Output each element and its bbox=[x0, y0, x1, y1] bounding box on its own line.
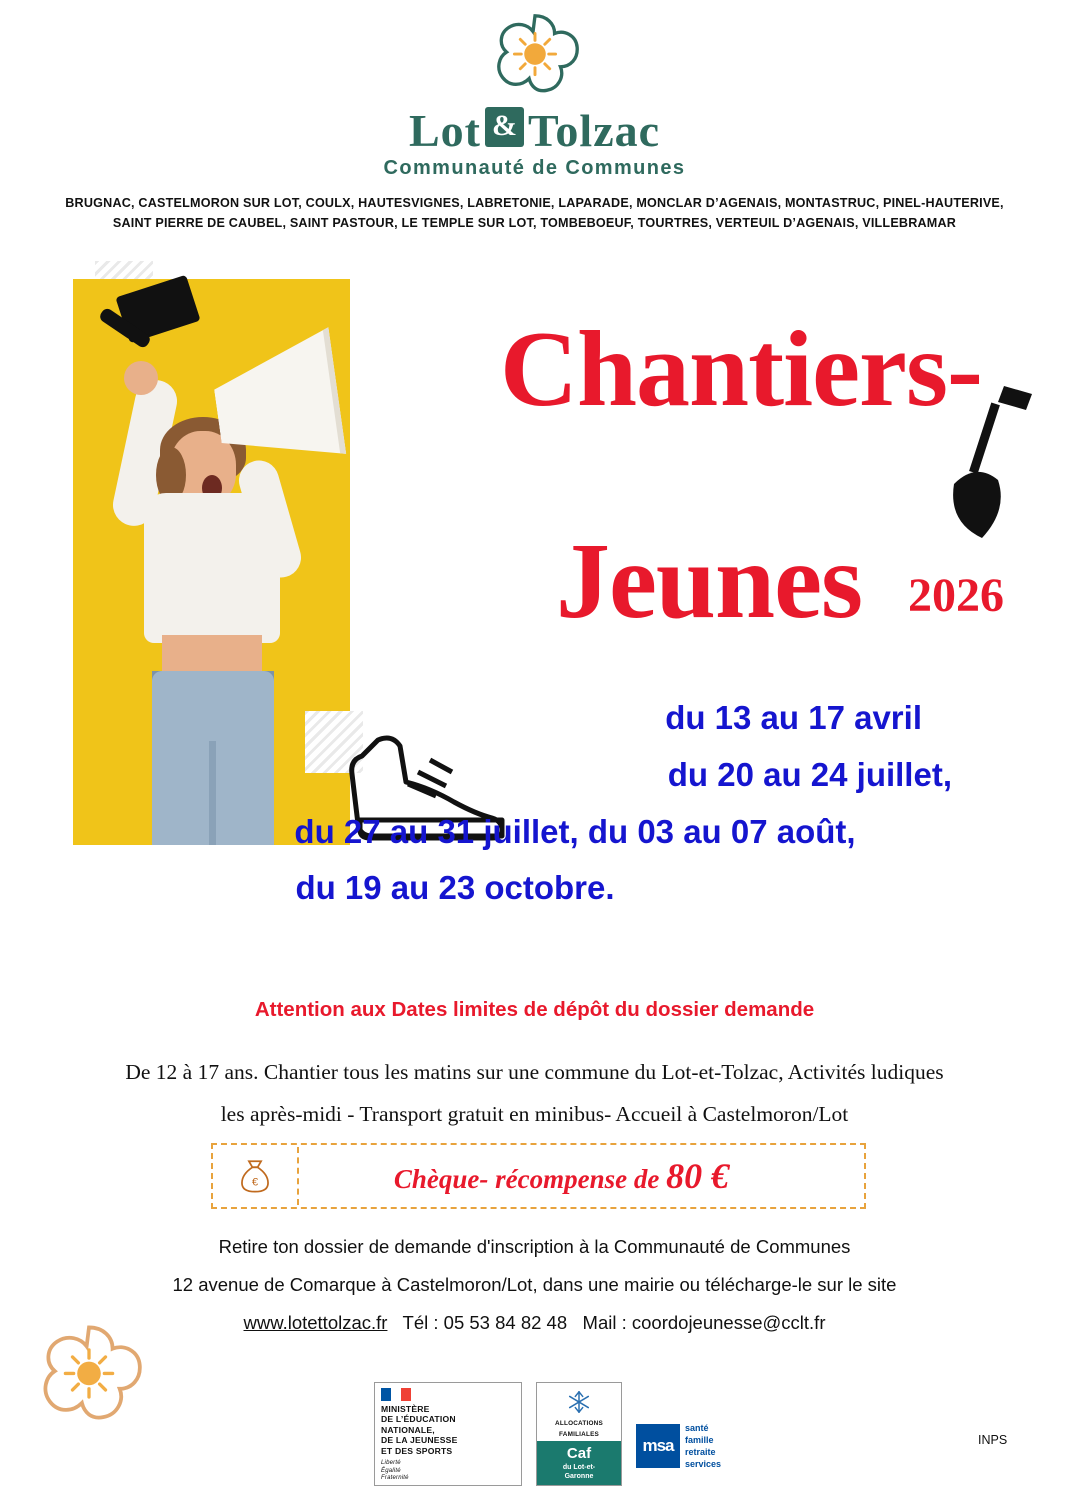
reward-label: Chèque- récompense de bbox=[393, 1164, 660, 1194]
website-link[interactable]: www.lotettolzac.fr bbox=[243, 1311, 388, 1333]
inps-label: INPS bbox=[978, 1433, 1008, 1447]
reward-text bbox=[299, 1155, 864, 1197]
wordmark-lot: Lot bbox=[408, 105, 481, 156]
page-title-line-1: Chantiers- bbox=[500, 310, 982, 429]
money-bag-icon bbox=[213, 1147, 299, 1205]
contact-line-2: 12 avenue de Comarque à Castelmoron/Lot, dans une mairie ou télécharge-le sur le site bbox=[172, 1273, 897, 1295]
program-description-line-1: De 12 à 17 ans. Chantier tous les matins sur une commune du Lot-et-Tolzac, Activités ludiques bbox=[125, 1060, 944, 1084]
program-description bbox=[0, 1052, 1069, 1136]
deadline-warning: Attention aux Dates limites de dépôt du dossier demande bbox=[254, 998, 815, 1021]
caf-logo bbox=[536, 1382, 622, 1486]
flower-logo-icon bbox=[486, 8, 584, 106]
session-date-2: du 20 au 24 juillet, bbox=[667, 755, 952, 793]
paint-roller-icon bbox=[91, 285, 203, 389]
reward-amount: 80 € bbox=[666, 1156, 730, 1196]
session-dates bbox=[160, 690, 990, 917]
wordmark-subtitle: Communauté de Communes bbox=[383, 157, 686, 179]
msa-words bbox=[685, 1422, 721, 1471]
corner-flower-icon bbox=[30, 1318, 148, 1436]
men-line-4: DE LA JEUNESSE bbox=[381, 1435, 458, 1446]
brand-wordmark bbox=[0, 105, 1069, 156]
contact-line-3 bbox=[0, 1304, 1069, 1342]
men-line-5: ET DES SPORTS bbox=[381, 1445, 453, 1456]
men-line-2: DE L’ÉDUCATION bbox=[381, 1414, 456, 1425]
phone-label: Tél : 05 53 84 82 48 bbox=[402, 1311, 568, 1333]
devise-3: Fraternité bbox=[381, 1475, 409, 1482]
poster-header bbox=[0, 0, 1069, 233]
mail-label[interactable]: Mail : coordojeunesse@cclt.fr bbox=[582, 1311, 826, 1333]
wordmark-tolzac: Tolzac bbox=[527, 105, 661, 156]
wordmark-ampersand: & bbox=[485, 107, 524, 147]
caf-top-2: FAMILIALES bbox=[559, 1430, 599, 1438]
program-description-line-2: les après-midi - Transport gratuit en minibus- Accueil à Castelmoron/Lot bbox=[220, 1101, 849, 1126]
msa-word-3: retraite bbox=[685, 1447, 716, 1457]
page-title-line-2: Jeunes bbox=[556, 522, 863, 641]
caf-name: Caf bbox=[566, 1445, 592, 1463]
page-title-year: 2026 bbox=[908, 569, 1004, 622]
session-date-4: du 19 au 23 octobre. bbox=[295, 869, 615, 907]
caf-snowflake-icon bbox=[560, 1389, 598, 1415]
caf-sub-1: du Lot-et- bbox=[562, 1464, 596, 1471]
caf-top-1: ALLOCATIONS bbox=[555, 1420, 603, 1427]
msa-word-4: services bbox=[685, 1459, 722, 1470]
msa-word-1: santé bbox=[685, 1422, 709, 1433]
french-flag-icon bbox=[381, 1388, 411, 1401]
reward-box bbox=[211, 1143, 866, 1209]
communes-line-1: BRUGNAC, CASTELMORON SUR LOT, COULX, HAUTESVIGNES, LABRETONIE, LAPARADE, MONCLAR D’AGENAIS, MONTASTRUC, PINEL-HAUTERIVE, bbox=[65, 196, 1004, 210]
devise-2: Égalité bbox=[381, 1467, 401, 1474]
msa-logo bbox=[636, 1410, 744, 1482]
men-devise bbox=[381, 1460, 515, 1483]
contact-block bbox=[0, 1228, 1069, 1342]
session-date-1: du 13 au 17 avril bbox=[665, 699, 922, 736]
svg-text:€: € bbox=[251, 1176, 259, 1189]
devise-1: Liberté bbox=[381, 1460, 401, 1467]
men-line-3: NATIONALE, bbox=[381, 1424, 435, 1435]
caf-badge bbox=[537, 1441, 621, 1485]
session-date-3: du 27 au 31 juillet, du 03 au 07 août, bbox=[294, 812, 856, 850]
msa-mark: msa bbox=[636, 1424, 680, 1468]
communes-list bbox=[55, 194, 1015, 233]
communes-line-2: SAINT PIERRE DE CAUBEL, SAINT PASTOUR, LE TEMPLE SUR LOT, TOMBEBOEUF, TOURTRES, VERTEUIL D’AGENAIS, VILLEBRAMAR bbox=[112, 215, 957, 230]
ministere-education-logo bbox=[374, 1382, 522, 1486]
msa-word-2: famille bbox=[685, 1434, 714, 1445]
contact-line-1: Retire ton dossier de demande d'inscription à la Communauté de Communes bbox=[218, 1236, 851, 1257]
men-line-1: MINISTÈRE bbox=[381, 1404, 430, 1414]
caf-sub-2: Garonne bbox=[564, 1472, 594, 1480]
partner-logos bbox=[374, 1382, 744, 1486]
